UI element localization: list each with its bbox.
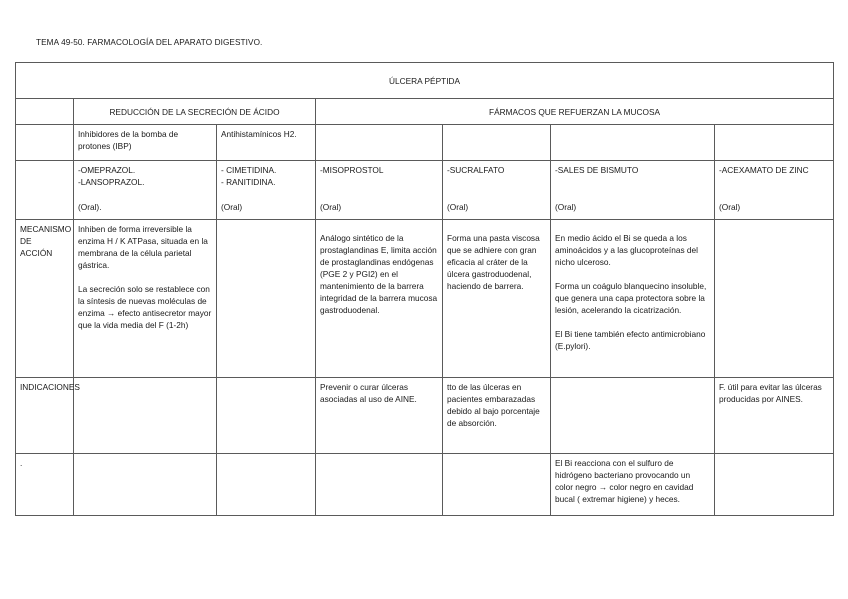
drug-cell-bismuto <box>551 161 715 220</box>
row-label-other: . <box>16 454 74 516</box>
group-acid-label: REDUCCIÓN DE LA SECRECIÓN DE ÁCIDO <box>109 106 280 117</box>
mechanism-sucralfato <box>443 220 551 378</box>
empty-cell <box>16 161 74 220</box>
drug-route: (Oral) <box>447 202 469 212</box>
mechanism-misoprostol <box>316 220 443 378</box>
group-acid-reduction <box>74 99 316 125</box>
empty-cell <box>551 378 715 454</box>
other-bismuto: El Bi reacciona con el sulfuro de hidrógeno bacteriano provocando un color negro → color negro en cavidad bucal ( extremar higiene) y heces. <box>551 454 715 516</box>
drug-names: -SALES DE BISMUTO <box>555 165 639 175</box>
empty-cell <box>715 125 834 161</box>
empty-cell <box>443 454 551 516</box>
drug-route: (Oral). <box>78 202 102 212</box>
drug-cell-h2 <box>217 161 316 220</box>
mechanism-ibp <box>74 220 217 378</box>
drug-route: (Oral) <box>555 202 577 212</box>
empty-cell <box>316 454 443 516</box>
mechanism-sucralfato-text: Forma una pasta viscosa que se adhiere con gran eficacia al cráter de la úlcera gastroduodenal, haciendo de barrera. <box>447 233 540 291</box>
mechanism-bismuto-text-2: Forma un coágulo blanquecino insoluble, que genera una capa protectora sobre la lesión, acelerando la cicatrización. <box>555 281 707 315</box>
empty-cell <box>316 125 443 161</box>
main-heading-cell <box>16 63 834 99</box>
empty-cell <box>16 125 74 161</box>
empty-cell <box>217 454 316 516</box>
indication-sucralfato: tto de las úlceras en pacientes embarazadas debido al bajo porcentaje de absorción. <box>443 378 551 454</box>
mechanism-misoprostol-text: Análogo sintético de la prostaglandinas E, limita acción de prostaglandinas endógenas (PGE 2 y PGI2) en el mantenimiento de la barrera integridad de la barrera mucosa gastroduodenal. <box>320 233 438 315</box>
empty-cell <box>217 220 316 378</box>
drug-names: -SUCRALFATO <box>447 165 505 175</box>
ulcer-drug-table <box>15 62 834 516</box>
empty-cell <box>715 220 834 378</box>
subgroup-ibp: Inhibidores de la bomba de protones (IBP) <box>74 125 217 161</box>
group-mucosa-label: FÁRMACOS QUE REFUERZAN LA MUCOSA <box>489 106 661 117</box>
subgroup-h2: Antihistamínicos H2. <box>217 125 316 161</box>
row-label-indications: INDICACIONES <box>16 378 74 454</box>
drug-cell-misoprostol <box>316 161 443 220</box>
drug-names: -MISOPROSTOL <box>320 165 384 175</box>
mechanism-bismuto <box>551 220 715 378</box>
drug-names: -OMEPRAZOL. -LANSOPRAZOL. <box>78 165 145 187</box>
empty-cell <box>715 454 834 516</box>
indication-misoprostol: Prevenir o curar úlceras asociadas al uso de AINE. <box>316 378 443 454</box>
empty-cell <box>74 454 217 516</box>
drug-route: (Oral) <box>221 202 243 212</box>
drug-route: (Oral) <box>719 202 741 212</box>
group-mucosa <box>316 99 834 125</box>
main-heading: ÚLCERA PÉPTIDA <box>389 75 461 86</box>
empty-cell <box>16 99 74 125</box>
drug-names: -ACEXAMATO DE ZINC <box>719 165 809 175</box>
mechanism-ibp-text-2: La secreción solo se restablece con la síntesis de nuevas moléculas de enzima → efecto antisecretor mayor que la vida media del F (1-2h) <box>78 284 212 330</box>
drug-cell-sucralfato <box>443 161 551 220</box>
mechanism-bismuto-text-1: En medio ácido el Bi se queda a los aminoácidos y a las glucoproteínas del nicho ulceroso. <box>555 233 698 267</box>
mechanism-bismuto-text-3: El Bi tiene también efecto antimicrobiano (E.pylori). <box>555 329 706 351</box>
drug-names: - CIMETIDINA. - RANITIDINA. <box>221 165 277 187</box>
row-label-mechanism: MECANISMO DE ACCIÓN <box>16 220 74 378</box>
empty-cell <box>217 378 316 454</box>
empty-cell <box>443 125 551 161</box>
drug-route: (Oral) <box>320 202 342 212</box>
document-title: TEMA 49-50. FARMACOLOGÍA DEL APARATO DIGESTIVO. <box>36 38 263 47</box>
mechanism-ibp-text-1: Inhiben de forma irreversible la enzima H / K ATPasa, situada en la membrana de la célula parietal gástrica. <box>78 224 208 270</box>
indication-zinc: F. útil para evitar las úlceras producidas por AINES. <box>715 378 834 454</box>
empty-cell <box>551 125 715 161</box>
drug-cell-ibp <box>74 161 217 220</box>
empty-cell <box>74 378 217 454</box>
drug-cell-zinc <box>715 161 834 220</box>
